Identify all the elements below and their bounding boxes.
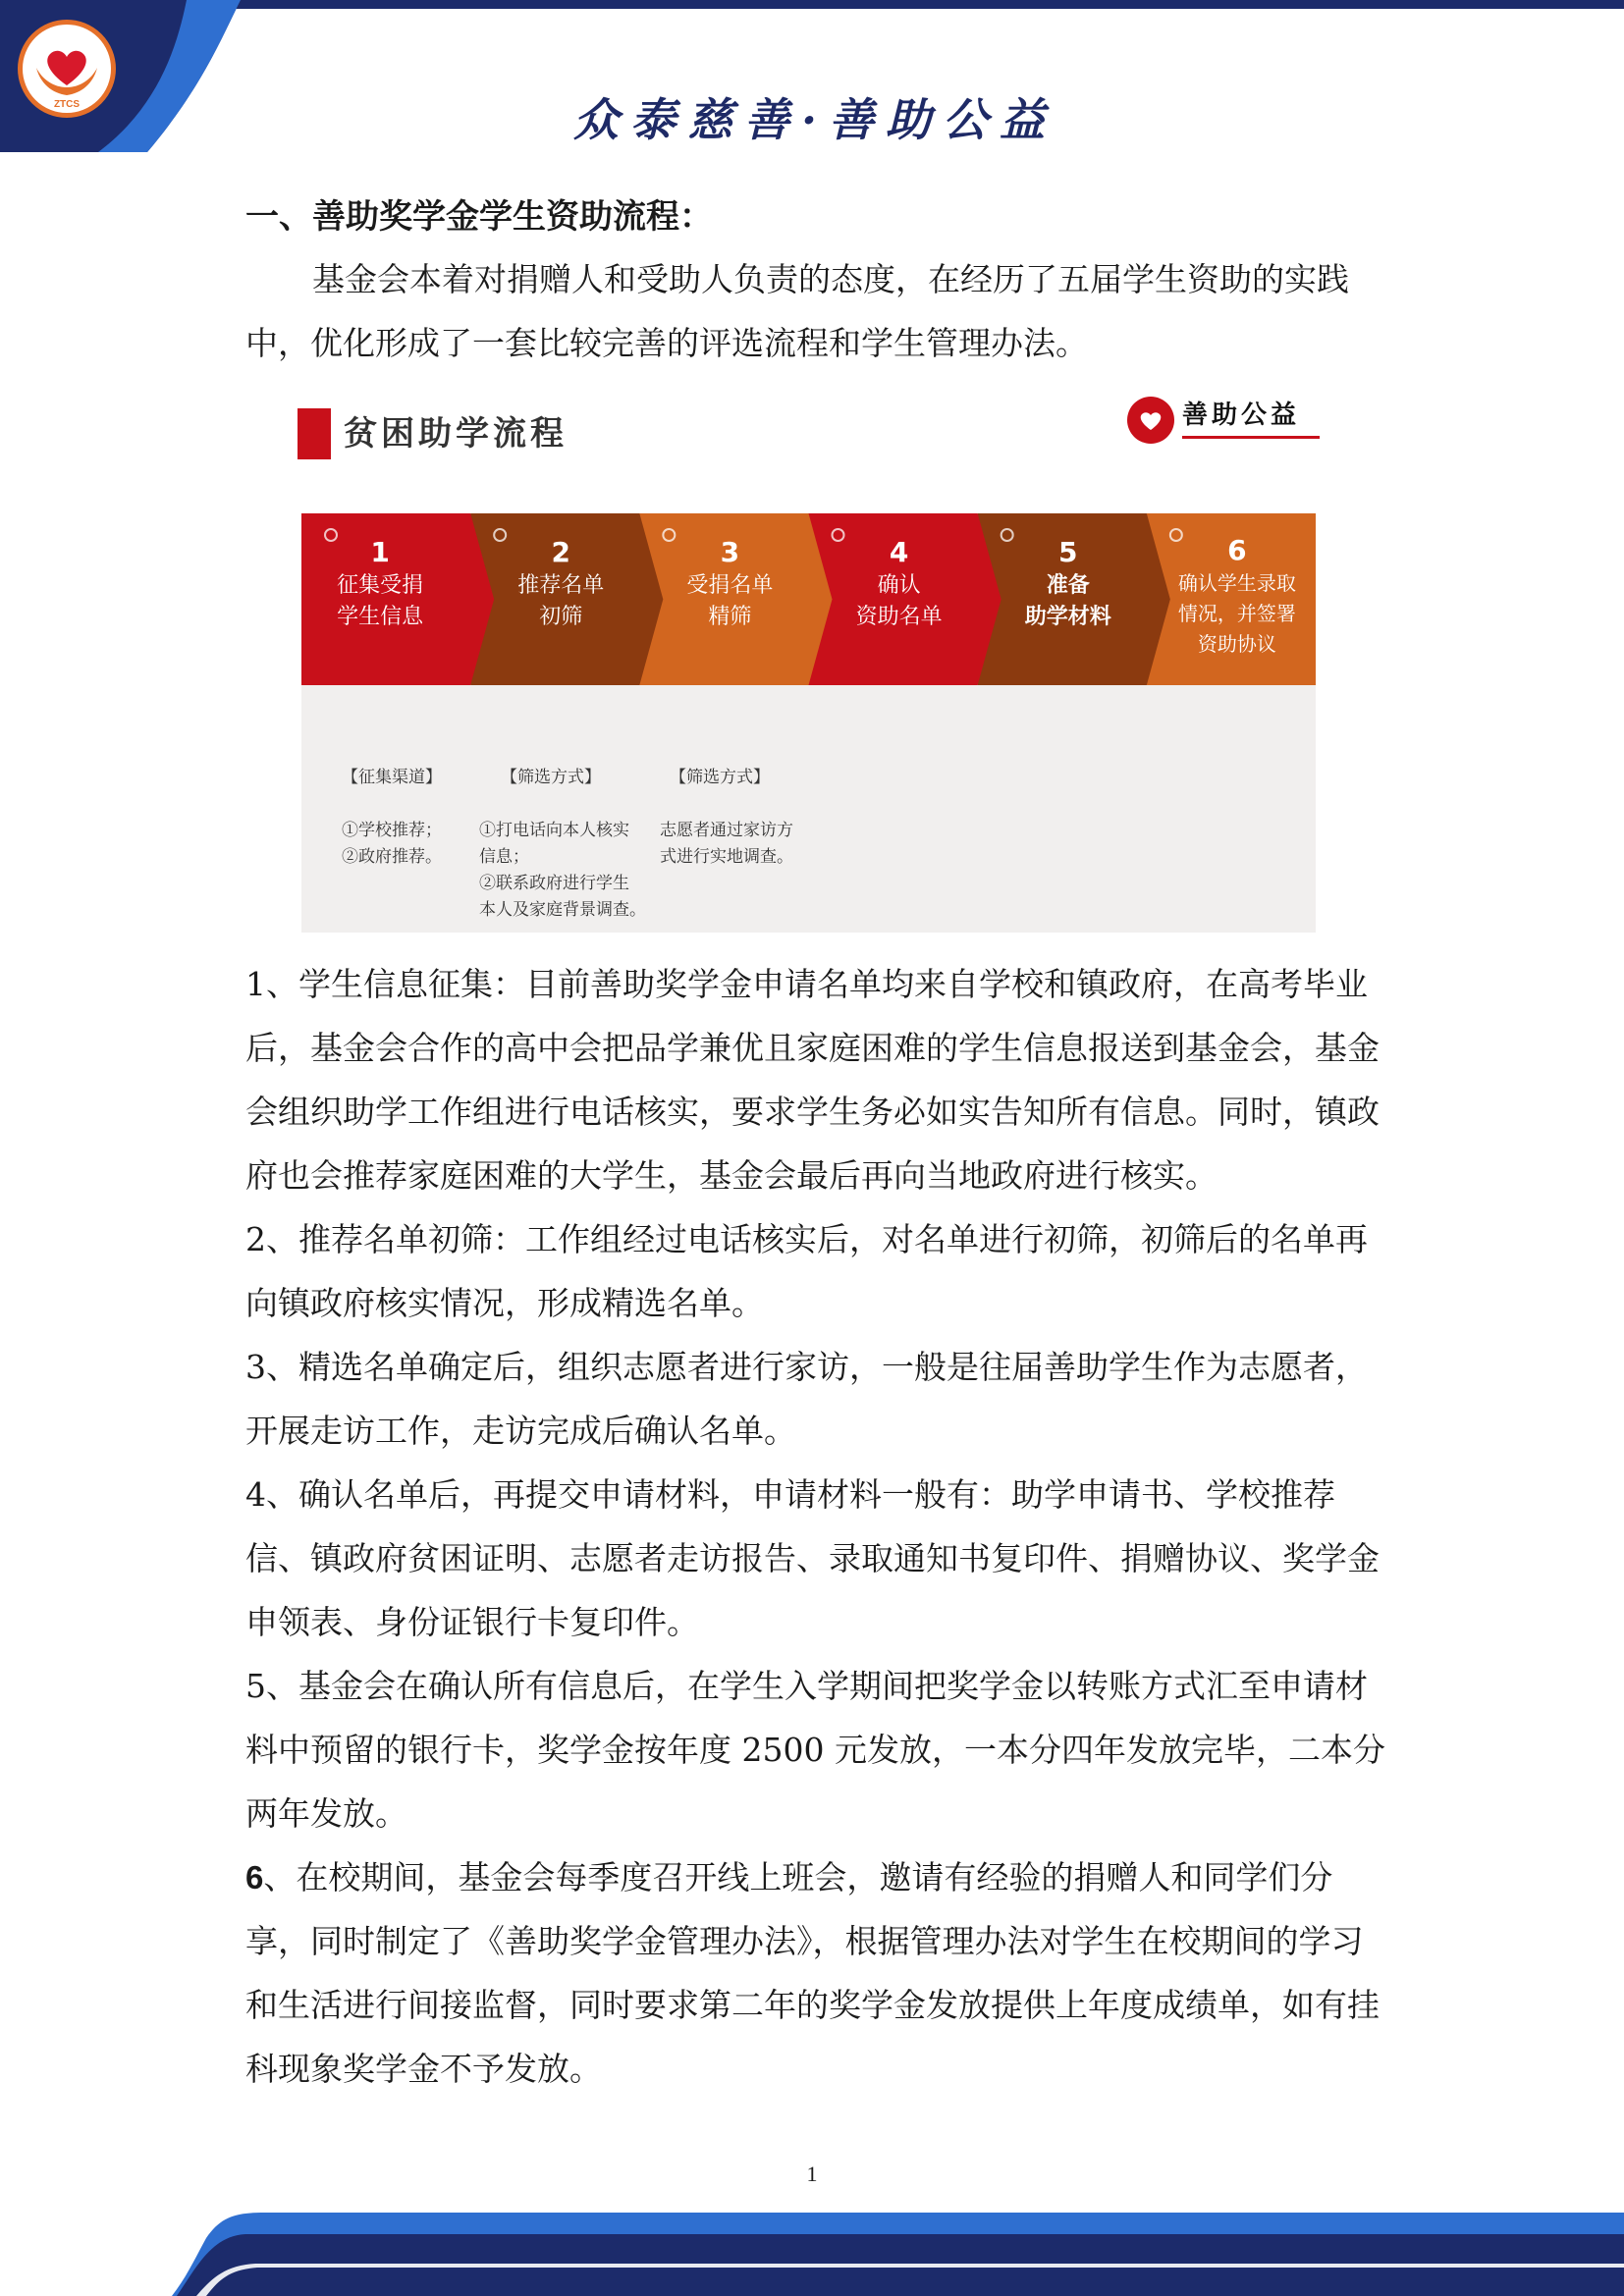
flow-step-5-text: 准备 助学材料 [1024, 573, 1111, 629]
section-heading: 一、善助奖学金学生资助流程： [245, 197, 713, 237]
item-6 [245, 1845, 1394, 2101]
intro-paragraph: 基金会本着对捐赠人和受助人负责的态度，在经历了五届学生资助的实践中，优化形成了一套比较完善的评选流程和学生管理办法。 [245, 260, 1349, 362]
ztcs-logo [18, 20, 116, 118]
flow-step-3-text: 受捐名单 精筛 [686, 573, 774, 629]
logo-text: ZTCS [53, 99, 81, 110]
item-5 [245, 1654, 1394, 1845]
flow-step-6-number: 6 [1227, 534, 1247, 566]
flow-step-1-label [297, 535, 463, 633]
item-3 [245, 1335, 1394, 1463]
brand-heart-icon [1127, 397, 1174, 444]
figure-brand-logo [1127, 393, 1319, 448]
note-3 [660, 738, 793, 871]
flow-step-4-label [816, 535, 983, 633]
item-2-number: 2 [245, 1220, 266, 1258]
item-1-number: 1 [245, 965, 266, 1003]
header-title: 众泰慈善·善助公益 [572, 93, 1056, 146]
note-3-title: 【筛选方式】 [670, 768, 770, 787]
item-2-text: 、推荐名单初筛：工作组经过电话核实后，对名单进行初筛，初筛后的名单再向镇政府核实情况，形成精选名单。 [245, 1220, 1368, 1322]
flow-step-5-number: 5 [1058, 536, 1078, 568]
note-2 [479, 738, 646, 924]
item-3-number: 3 [245, 1348, 266, 1386]
flow-notes-background [301, 684, 1316, 933]
item-4-number: 4 [245, 1475, 266, 1514]
note-1-title: 【征集渠道】 [342, 768, 442, 787]
flow-step-2-text: 推荐名单 初筛 [517, 573, 605, 629]
item-4 [245, 1463, 1394, 1654]
page-number: 1 [806, 2162, 818, 2186]
item-4-text: 、确认名单后，再提交申请材料，申请材料一般有：助学申请书、学校推荐信、镇政府贫困证明、志愿者走访报告、录取通知书复印件、捐赠协议、奖学金申领表、身份证银行卡复印件。 [245, 1475, 1380, 1641]
figure-title: 贫困助学流程 [344, 414, 568, 454]
item-3-text: 、精选名单确定后，组织志愿者进行家访，一般是往届善助学生作为志愿者，开展走访工作，走访完成后确认名单。 [245, 1348, 1368, 1450]
item-5-number: 5 [245, 1667, 266, 1705]
figure-title-bar [298, 408, 331, 459]
item-6-text: 、在校期间，基金会每季度召开线上班会，邀请有经验的捐赠人和同学们分享，同时制定了《善助奖学金管理办法》，根据管理办法对学生在校期间的学习和生活进行间接监督，同时要求第二年的奖学金发放提供上年度成绩单，如有挂科现象奖学金不予发放。 [245, 1858, 1380, 2088]
item-1 [245, 952, 1394, 1207]
note-2-body: ①打电话向本人核实 信息； ②联系政府进行学生 本人及家庭背景调查。 [479, 821, 646, 920]
flow-step-4-text: 确认 资助名单 [855, 573, 943, 629]
flow-step-3-label [646, 535, 813, 633]
flow-step-2-number: 2 [551, 536, 570, 568]
item-5-text: 、基金会在确认所有信息后，在学生入学期间把奖学金以转账方式汇至申请材料中预留的银行卡，奖学金按年度 2500 元发放，一本分四年发放完毕，二本分两年发放。 [245, 1667, 1385, 1833]
note-1 [342, 738, 442, 871]
flow-step-labels [301, 513, 1316, 685]
note-3-body: 志愿者通过家访方 式进行实地调查。 [660, 821, 793, 867]
item-2 [245, 1207, 1394, 1335]
flow-step-3-number: 3 [720, 536, 740, 568]
note-2-title: 【筛选方式】 [501, 768, 601, 787]
note-1-body: ①学校推荐； ②政府推荐。 [342, 821, 442, 867]
flow-step-6-label [1154, 533, 1321, 660]
flow-step-5-label [985, 535, 1152, 633]
item-1-text: 、学生信息征集：目前善助奖学金申请名单均来自学校和镇政府，在高考毕业后，基金会合作的高中会把品学兼优且家庭困难的学生信息报送到基金会，基金会组织助学工作组进行电话核实，要求学生务必如实告知所有信息。同时，镇政府也会推荐家庭困难的大学生，基金会最后再向当地政府进行核实。 [245, 965, 1380, 1195]
footer-band [0, 2209, 1624, 2296]
flow-step-6-text: 确认学生录取 情况，并签署 资助协议 [1177, 571, 1296, 656]
flow-step-4-number: 4 [889, 536, 909, 568]
brand-text: 善助公益 [1182, 400, 1301, 430]
flow-step-2-label [477, 535, 644, 633]
flow-step-1-number: 1 [370, 536, 390, 568]
brand-underline [1182, 436, 1320, 439]
item-6-number: 6 [245, 1859, 264, 1896]
heart-hands-icon [23, 25, 111, 113]
flow-step-1-text: 征集受捐 学生信息 [337, 573, 424, 629]
